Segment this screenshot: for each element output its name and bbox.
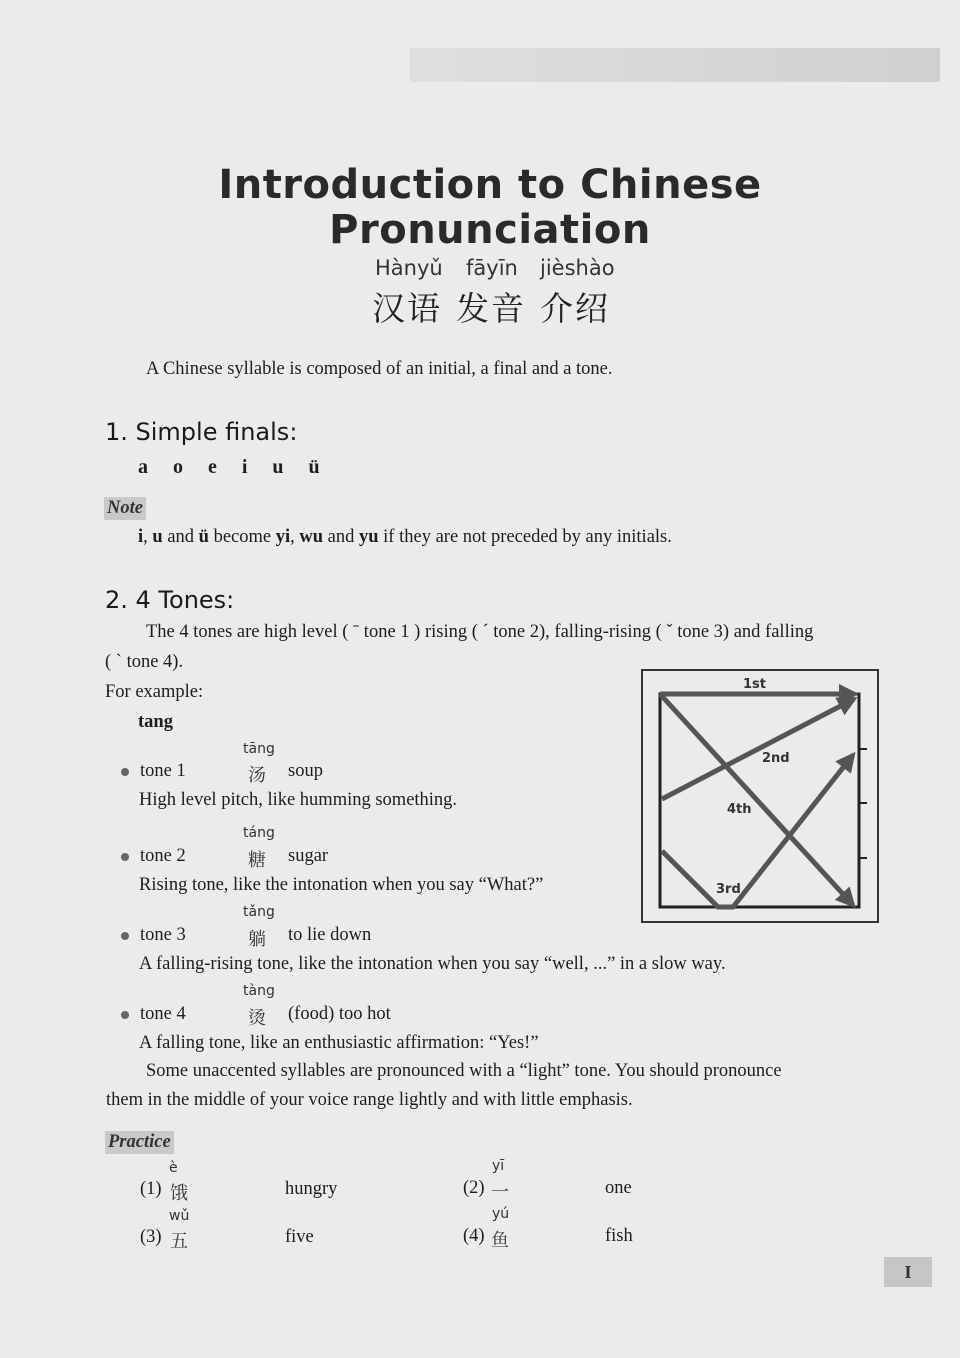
page-number: I	[884, 1257, 932, 1287]
tone3-hanzi: 躺	[248, 929, 266, 950]
page-title-line2: Pronunciation	[329, 207, 651, 253]
bullet-icon	[121, 932, 129, 940]
practice-1-num: (1)	[140, 1179, 162, 1199]
bullet-icon	[121, 1011, 129, 1019]
title-hanzi-3: 介绍	[540, 289, 610, 328]
note-and-2: and	[323, 527, 359, 547]
simple-finals-list: a o e i u ü	[138, 456, 320, 478]
tone1-hanzi: 汤	[248, 765, 266, 786]
tone2-meaning: sugar	[288, 846, 329, 866]
tone4-pinyin: tàng	[243, 983, 275, 999]
note-sep-2: ,	[290, 527, 300, 547]
practice-1-pinyin: è	[169, 1160, 178, 1176]
diagram-outer-frame	[642, 670, 878, 922]
title-pinyin-2: fāyīn	[466, 256, 518, 280]
bullet-icon	[121, 853, 129, 861]
practice-4-num: (4)	[463, 1226, 485, 1246]
tone3-contour	[662, 755, 853, 907]
tone3-desc: A falling-rising tone, like the intonation when you say “well, ...” in a slow way.	[139, 954, 726, 974]
for-example-label: For example:	[105, 682, 204, 702]
practice-3-pinyin: wǔ	[169, 1208, 190, 1224]
bullet-icon	[121, 768, 129, 776]
title-pinyin-1: Hànyǔ	[375, 256, 443, 280]
practice-4-hanzi: 鱼	[491, 1230, 509, 1251]
practice-4-pinyin: yú	[492, 1206, 510, 1222]
tone3-label: tone 3	[140, 925, 186, 945]
section-2-heading: 2. 4 Tones:	[105, 586, 235, 614]
practice-2-pinyin: yī	[492, 1158, 505, 1174]
note-text	[138, 527, 672, 548]
practice-label: Practice	[105, 1131, 174, 1154]
title-hanzi-2: 发音	[456, 289, 526, 328]
light-tone-line1: Some unaccented syllables are pronounced with a “light” tone. You should pronounce	[146, 1061, 782, 1081]
light-tone-line2: them in the middle of your voice range lightly and with little emphasis.	[106, 1090, 633, 1110]
diagram-label-4th: 4th	[727, 802, 752, 817]
tone1-pinyin: tāng	[243, 741, 275, 757]
tone4-meaning: (food) too hot	[288, 1004, 391, 1024]
note-become: become	[208, 527, 276, 547]
note-bold-i: i	[138, 527, 144, 547]
practice-1-hanzi: 饿	[170, 1183, 188, 1204]
title-hanzi-1: 汉语	[372, 289, 442, 328]
tone4-hanzi: 烫	[248, 1008, 266, 1029]
note-bold-yi: yi	[275, 527, 291, 547]
intro-text: A Chinese syllable is composed of an initial, a final and a tone.	[146, 359, 613, 379]
note-sep-1: ,	[143, 527, 153, 547]
diagram-label-1st: 1st	[743, 677, 766, 692]
note-bold-u-umlaut: ü	[198, 527, 209, 547]
tone4-label: tone 4	[140, 1004, 186, 1024]
tone1-meaning: soup	[288, 761, 323, 781]
note-bold-yu: yu	[359, 527, 379, 547]
tone2-pinyin: táng	[243, 825, 275, 841]
practice-3-meaning: five	[285, 1227, 314, 1247]
tone2-desc: Rising tone, like the intonation when you say “What?”	[139, 875, 544, 895]
tone2-label: tone 2	[140, 846, 186, 866]
tones-desc-line1: The 4 tones are high level ( ˉ tone 1 ) rising ( ˊ tone 2), falling-rising ( ˇ tone 3) and falling	[146, 622, 814, 642]
practice-1-meaning: hungry	[285, 1179, 338, 1199]
note-and-1: and	[162, 527, 199, 547]
tone-contour-diagram	[641, 669, 879, 923]
diagram-label-3rd: 3rd	[716, 882, 741, 897]
tone4-desc: A falling tone, like an enthusiastic affirmation: “Yes!”	[139, 1033, 539, 1053]
practice-2-num: (2)	[463, 1178, 485, 1198]
tone1-desc: High level pitch, like humming something.	[139, 790, 458, 810]
tone3-meaning: to lie down	[288, 925, 372, 945]
practice-2-hanzi: 一	[491, 1182, 509, 1203]
title-pinyin-3: jièshào	[540, 256, 615, 280]
practice-2-meaning: one	[605, 1178, 632, 1198]
note-label: Note	[104, 497, 146, 520]
diagram-label-2nd: 2nd	[762, 751, 790, 766]
tone2-hanzi: 糖	[248, 850, 266, 871]
note-bold-u: u	[152, 527, 163, 547]
section-1-heading: 1. Simple finals:	[105, 418, 298, 446]
example-word: tang	[138, 712, 173, 732]
tone3-pinyin: tǎng	[243, 904, 275, 920]
tones-desc-line2: ( ˋ tone 4).	[105, 652, 184, 672]
bleed-through-header	[410, 48, 940, 82]
note-bold-wu: wu	[299, 527, 324, 547]
note-tail: if they are not preceded by any initials.	[378, 527, 672, 547]
practice-3-hanzi: 五	[170, 1231, 188, 1252]
practice-4-meaning: fish	[605, 1226, 633, 1246]
tone1-label: tone 1	[140, 761, 186, 781]
practice-3-num: (3)	[140, 1227, 162, 1247]
tone2-contour	[662, 699, 854, 799]
page-title-line1: Introduction to Chinese	[218, 162, 762, 208]
